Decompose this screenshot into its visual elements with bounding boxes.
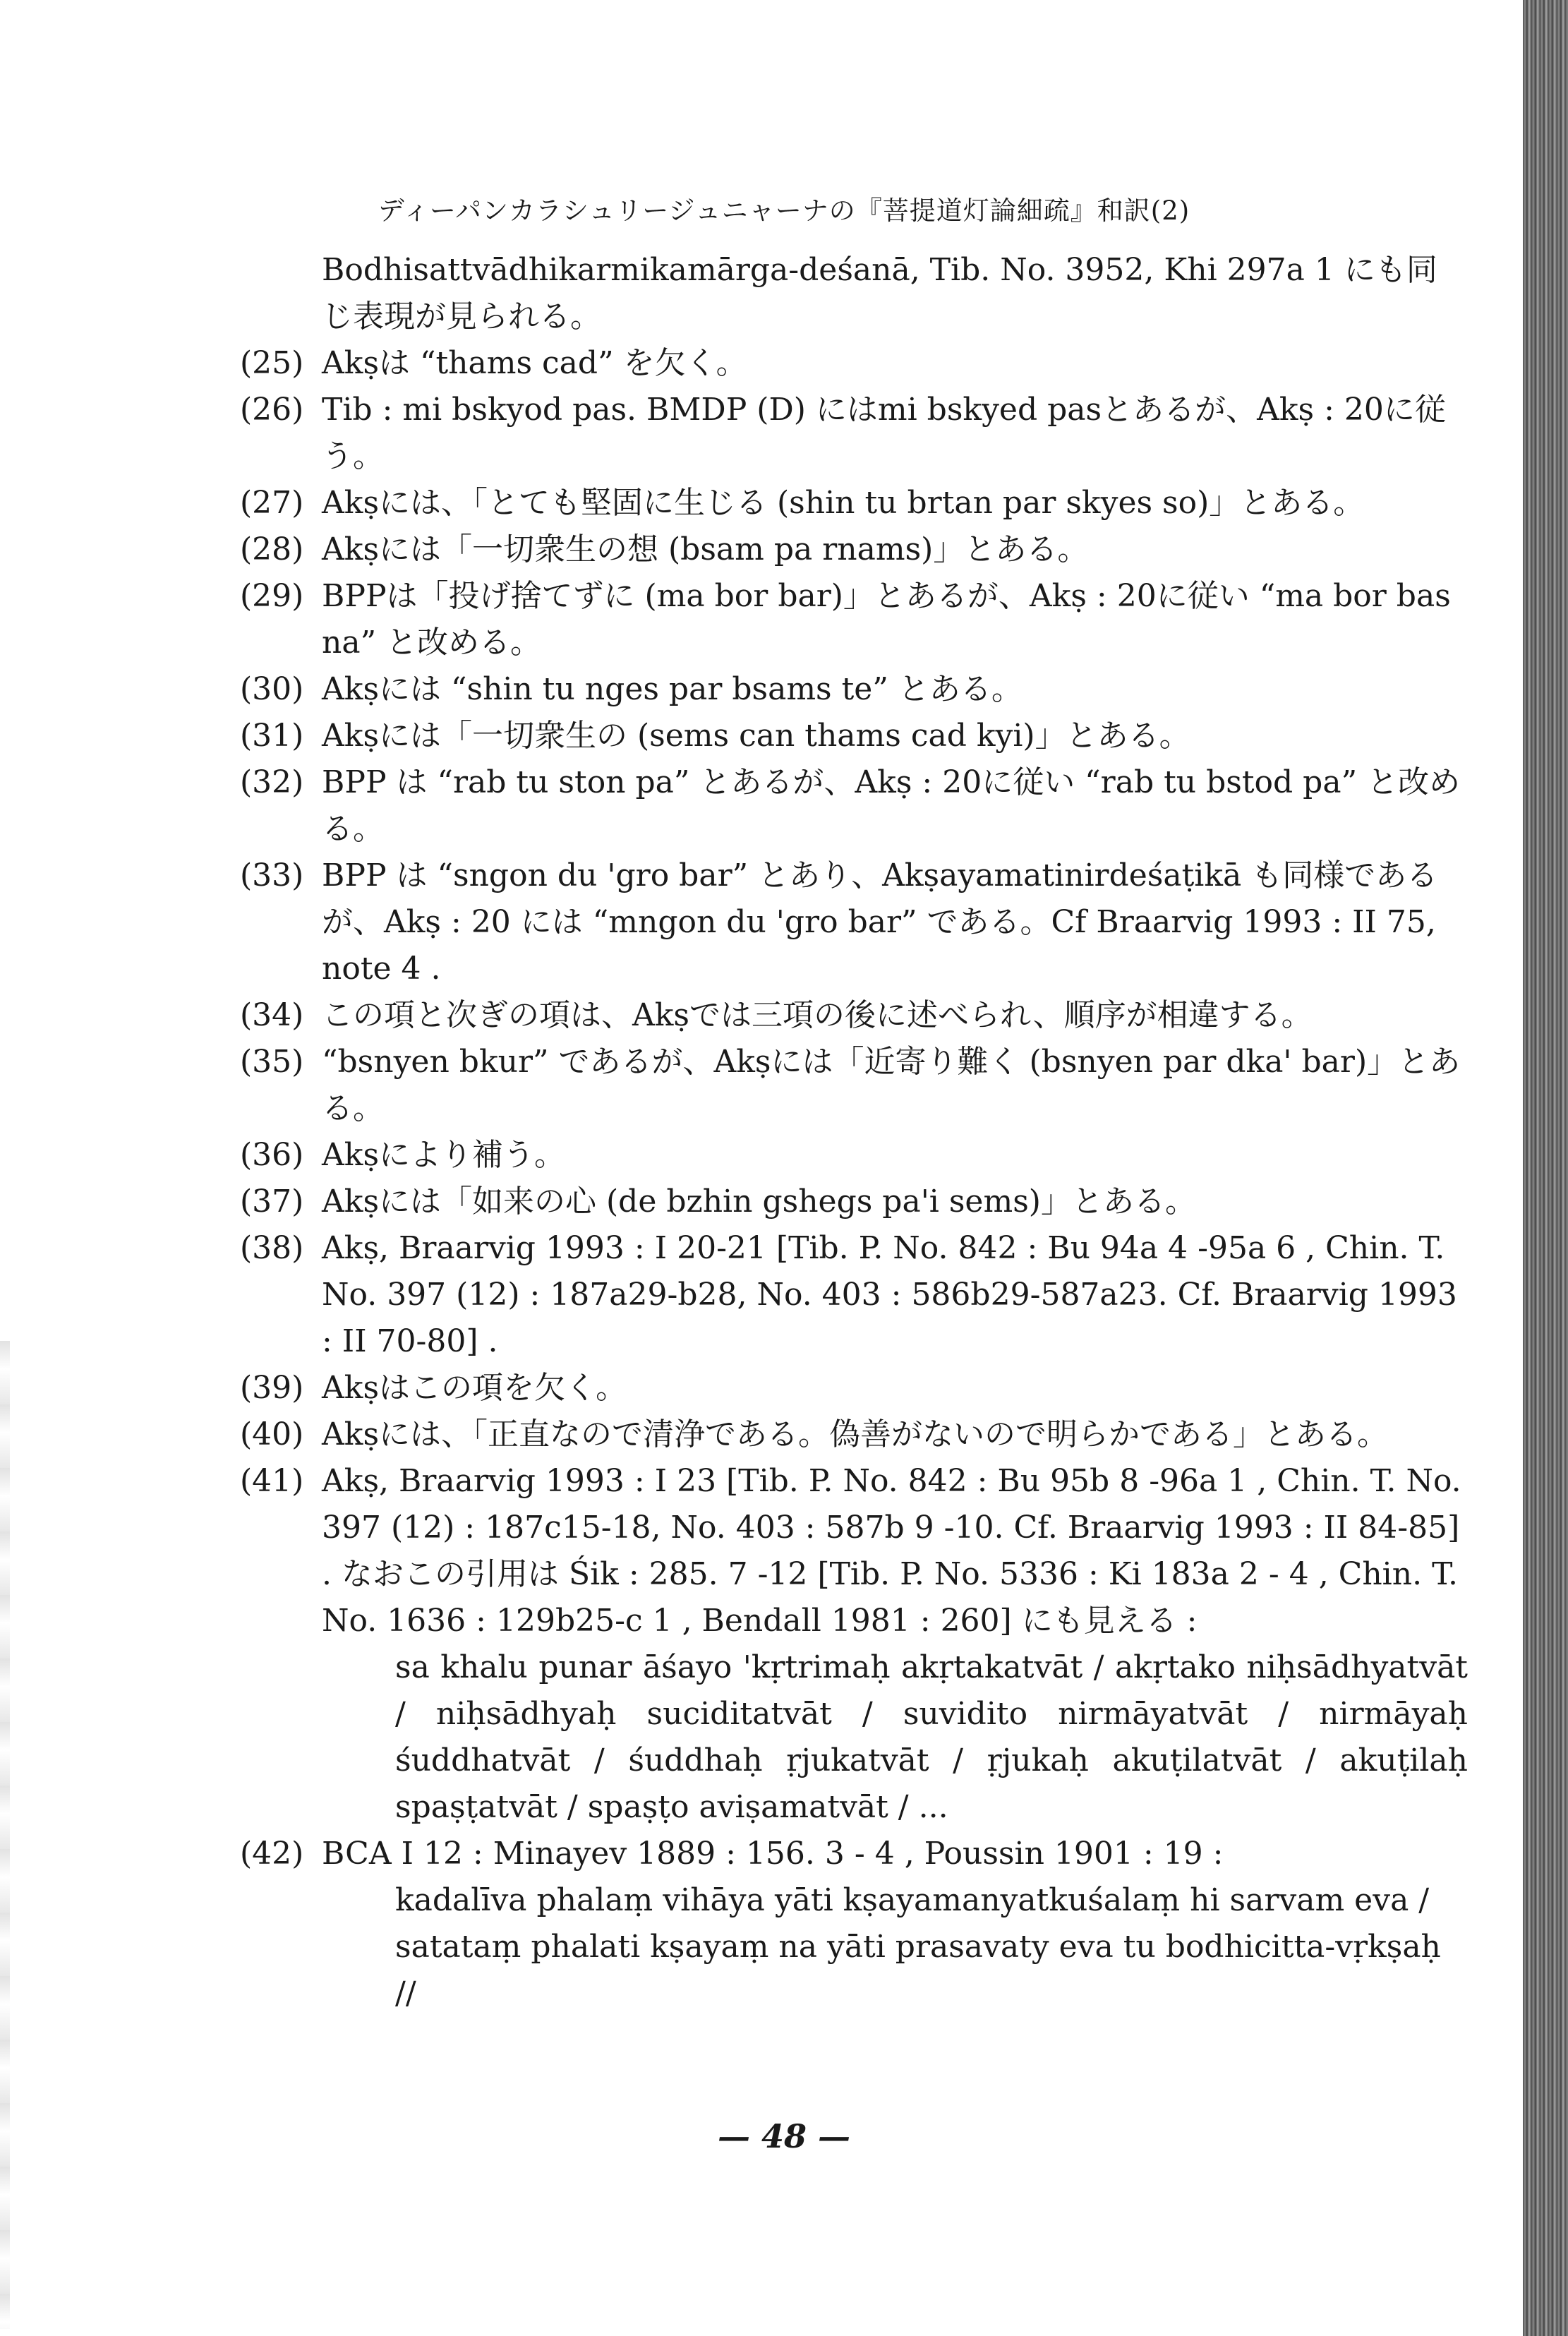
note-38 (240, 1225, 1468, 1365)
quote-line-2: satataṃ phalati kṣayaṃ na yāti prasavaty eva tu bodhicitta-vṛkṣaḥ // (395, 1929, 1441, 2011)
note-number: (33) (240, 857, 304, 893)
note-number: (28) (240, 531, 304, 567)
note-text: Tib : mi bskyod pas. BMDP (D) にはmi bskyed pasとあるが、Akṣ : 20に従う。 (322, 392, 1446, 474)
note-28 (240, 526, 1468, 573)
note-number: (27) (240, 485, 304, 521)
notes-section (240, 247, 1468, 2017)
note-42 (240, 1831, 1468, 1877)
note-39 (240, 1365, 1468, 1411)
note-text: Akṣには、「正直なので清浄である。偽善がないので明らかである」とある。 (322, 1416, 1389, 1452)
page-number: — 48 — (717, 2117, 851, 2155)
note-text: BCA I 12 : Minayev 1889 : 156. 3 - 4 , Poussin 1901 : 19 : (322, 1836, 1224, 1872)
intro-continuation: Bodhisattvādhikarmikamārga-deśanā, Tib. No. 3952, Khi 297a 1 にも同じ表現が見られる。 (322, 252, 1437, 335)
note-number: (35) (240, 1044, 304, 1080)
note-text: この項と次ぎの項は、Akṣでは三項の後に述べられ、順序が相違する。 (322, 997, 1313, 1033)
note-36 (240, 1132, 1468, 1179)
scan-edge-shadow (1523, 0, 1568, 2336)
note-29 (240, 573, 1468, 666)
note-text: BPPは「投げ捨てずに (ma bor bar)」とあるが、Akṣ : 20に従い “ma bor bas na” と改める。 (322, 578, 1451, 661)
note-text: Akṣはこの項を欠く。 (322, 1370, 627, 1406)
note-text: Akṣには “shin tu nges par bsams te” とある。 (322, 671, 1023, 707)
note-number: (40) (240, 1416, 304, 1452)
note-text: BPP は “sngon du 'gro bar” とあり、Akṣayamatinirdeśaṭikā も同様であるが、Akṣ : 20 には “mngon du 'gro bar” である。Cf Braarvig 1993 : II 75, note 4 . (322, 857, 1438, 987)
note-number: (42) (240, 1836, 304, 1872)
note-31 (240, 713, 1468, 759)
note-number: (26) (240, 392, 304, 428)
note-number: (25) (240, 345, 304, 381)
note-number: (38) (240, 1230, 304, 1266)
running-head: ディーパンカラシュリージュニャーナの『菩提道灯論細疏』和訳(2) (378, 195, 1190, 226)
quote-line-1: kadalīva phalaṃ vihāya yāti kṣayamanyatkuśalaṃ hi sarvam eva / (395, 1882, 1430, 1918)
note-30 (240, 666, 1468, 713)
note-32 (240, 759, 1468, 853)
note-text: “bsnyen bkur” であるが、Akṣには「近寄り難く (bsnyen par dka' bar)」とある。 (322, 1044, 1461, 1126)
note-number: (34) (240, 997, 304, 1033)
note-text: Akṣは “thams cad” を欠く。 (322, 345, 747, 381)
note-text: Akṣ, Braarvig 1993 : I 20-21 [Tib. P. No. 842 : Bu 94a 4 -95a 6 , Chin. T. No. 397 (12) : 187a29-b28, No. 403 : 586b29-587a23. Cf. Braarvig 1993 : II 70-80] . (322, 1230, 1457, 1359)
note-41 (240, 1458, 1468, 1644)
note-number: (41) (240, 1463, 304, 1499)
note-number: (29) (240, 578, 304, 614)
note-25 (240, 340, 1468, 387)
note-number: (37) (240, 1184, 304, 1220)
sanskrit-quote-42 (240, 1877, 1468, 2017)
note-text: Akṣにより補う。 (322, 1137, 566, 1173)
scan-edge-left (0, 1341, 10, 2329)
note-number: (30) (240, 671, 304, 707)
note-number: (36) (240, 1137, 304, 1173)
note-text: BPP は “rab tu ston pa” とあるが、Akṣ : 20に従い “rab tu bstod pa” と改める。 (322, 764, 1461, 847)
note-26 (240, 387, 1468, 480)
note-number: (39) (240, 1370, 304, 1406)
note-33 (240, 853, 1468, 992)
note-text: Akṣ, Braarvig 1993 : I 23 [Tib. P. No. 842 : Bu 95b 8 -96a 1 , Chin. T. No. 397 (12) : 187c15-18, No. 403 : 587b 9 -10. Cf. Braarvig 1993 : II 84-85] . なおこの引用は Śik : 285. 7 -12 [Tib. P. No. 5336 : Ki 183a 2 - 4 , Chin. T. No. 1636 : 129b25-c 1 , Bendall 1981 : 260] にも見える : (322, 1463, 1461, 1639)
note-text: Akṣには、「とても堅固に生じる (shin tu brtan par skyes so)」とある。 (322, 485, 1365, 521)
note-number: (31) (240, 718, 304, 754)
note-number: (32) (240, 764, 304, 800)
note-37 (240, 1179, 1468, 1225)
sanskrit-quote-41: sa khalu punar āśayo 'kṛtrimaḥ akṛtakatvāt / akṛtako niḥsādhyatvāt / niḥsādhyaḥ suciditatvāt / suvidito nirmāyatvāt / nirmāyaḥ śuddhatvāt / śuddhaḥ ṛjukatvāt / ṛjukaḥ akuṭilatvāt / akuṭilaḥ spaṣṭatvāt / spaṣṭo aviṣamatvāt / ... (395, 1649, 1468, 1825)
note-27 (240, 480, 1468, 526)
note-text: Akṣには「如来の心 (de bzhin gshegs pa'i sems)」とある。 (322, 1184, 1196, 1220)
note-34 (240, 992, 1468, 1039)
note-text: Akṣには「一切衆生の (sems can thams cad kyi)」とある。 (322, 718, 1190, 754)
note-40 (240, 1411, 1468, 1458)
note-35 (240, 1039, 1468, 1132)
note-text: Akṣには「一切衆生の想 (bsam pa rnams)」とある。 (322, 531, 1089, 567)
